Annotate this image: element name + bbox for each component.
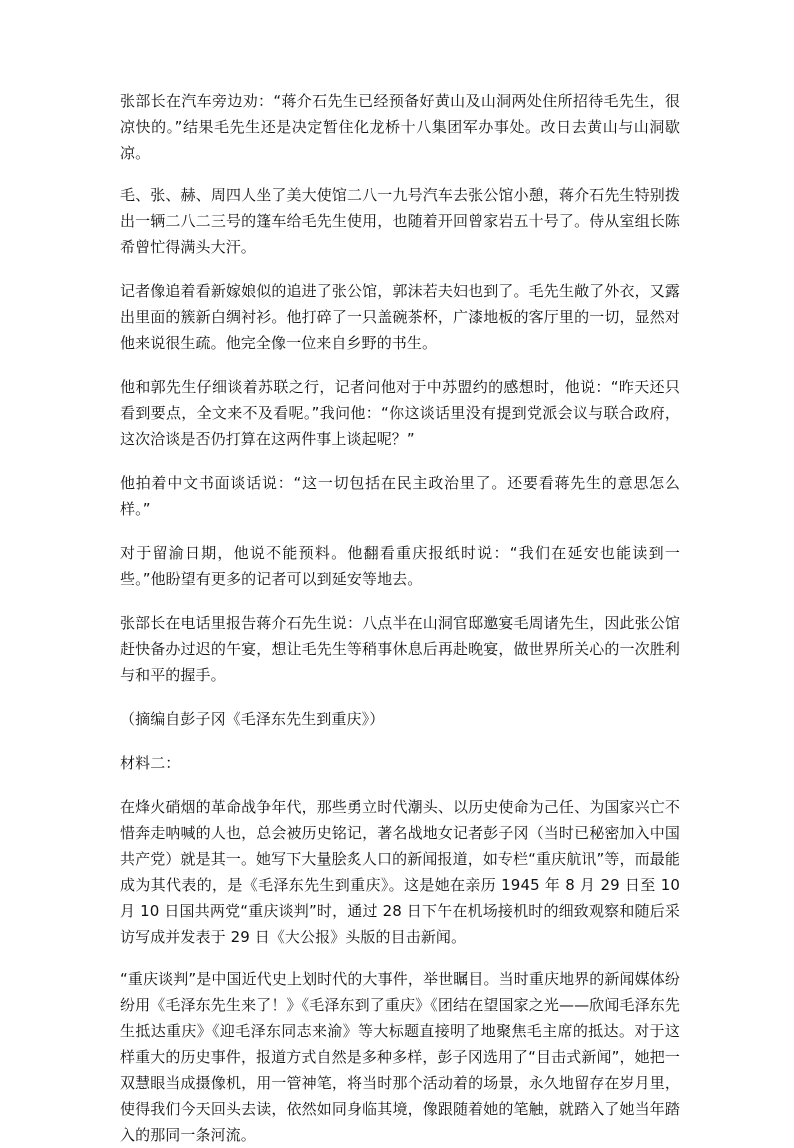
paragraph-2: 毛、张、赫、周四人坐了美大使馆二八一九号汽车去张公馆小憩，蒋介石先生特别拨出一辆二八二三号的篷车给毛先生使用，也随着开回曾家岩五十号了。侍从室组长陈希曾忙得满头大汗。 — [120, 186, 680, 256]
paragraph-10: “重庆谈判”是中国近代史上划时代的大事件，举世瞩目。当时重庆地界的新闻媒体纷纷用《毛泽东先生来了！》《毛泽东到了重庆》《团结在望国家之光——欣闻毛泽东先生抵达重庆》《迎毛泽东同志来渝》等大标题直接明了地聚焦毛主席的抵达。对于这样重大的历史事件，报道方式自然是多种多样，彭子冈选用了“目击式新闻”，她把一双慧眼当成摄像机，用一管神笔，将当时那个活动着的场景，永久地留存在岁月里，使得我们今天回头去读，依然如同身临其境，像跟随着她的笔触，就踏入了她当年踏入的那同一条河流。 — [120, 970, 680, 1144]
paragraph-7: 张部长在电话里报告蒋介石先生说：八点半在山洞官邸邀宴毛周诸先生，因此张公馆赶快备办过迟的午宴，想让毛先生等稍事休息后再赴晚宴，做世界所关心的一次胜利与和平的握手。 — [120, 614, 680, 684]
paragraph-5: 他拍着中文书面谈话说：“这一切包括在民主政治里了。还要看蒋先生的意思怎么样。” — [120, 474, 680, 518]
paragraph-1: 张部长在汽车旁边劝：“蒋介石先生已经预备好黄山及山洞两处住所招待毛先生，很凉快的。”结果毛先生还是决定暂住化龙桥十八集团军办事处。改日去黄山与山洞歇凉。 — [120, 92, 680, 162]
paragraph-3: 记者像追着看新嫁娘似的追进了张公馆，郭沫若夫妇也到了。毛先生敞了外衣，又露出里面的簇新白绸衬衫。他打碎了一只盖碗茶杯，广漆地板的客厅里的一切，显然对他来说很生疏。他完全像一位来自乡野的书生。 — [120, 282, 680, 352]
paragraph-6: 对于留渝日期，他说不能预料。他翻看重庆报纸时说：“我们在延安也能读到一些。”他盼望有更多的记者可以到延安等地去。 — [120, 544, 680, 588]
paragraph-9: 在烽火硝烟的革命战争年代，那些勇立时代潮头、以历史使命为己任、为国家兴亡不惜奔走呐喊的人也，总会被历史铭记，著名战地女记者彭子冈（当时已秘密加入中国共产党）就是其一。她写下大量脍炙人口的新闻报道，如专栏“重庆航讯”等，而最能成为其代表的，是《毛泽东先生到重庆》。这是她在亲历 1945 年 8 月 29 日至 10 月 10 日国共两党“重庆谈判”时，通过 28 日下午在机场接机时的细致观察和随后采访写成并发表于 29 日《大公报》头版的目击新闻。 — [120, 798, 680, 946]
paragraph-4: 他和郭先生仔细谈着苏联之行，记者问他对于中苏盟约的感想时，他说：“昨天还只看到要点，全文来不及看呢。”我问他：“你这谈话里没有提到党派会议与联合政府，这次洽谈是否仍打算在这两件事上谈起呢？” — [120, 378, 680, 448]
section-heading-material-2: 材料二： — [120, 754, 181, 772]
document-body — [120, 88, 680, 1148]
source-citation: （摘编自彭子冈《毛泽东先生到重庆》） — [120, 710, 385, 728]
